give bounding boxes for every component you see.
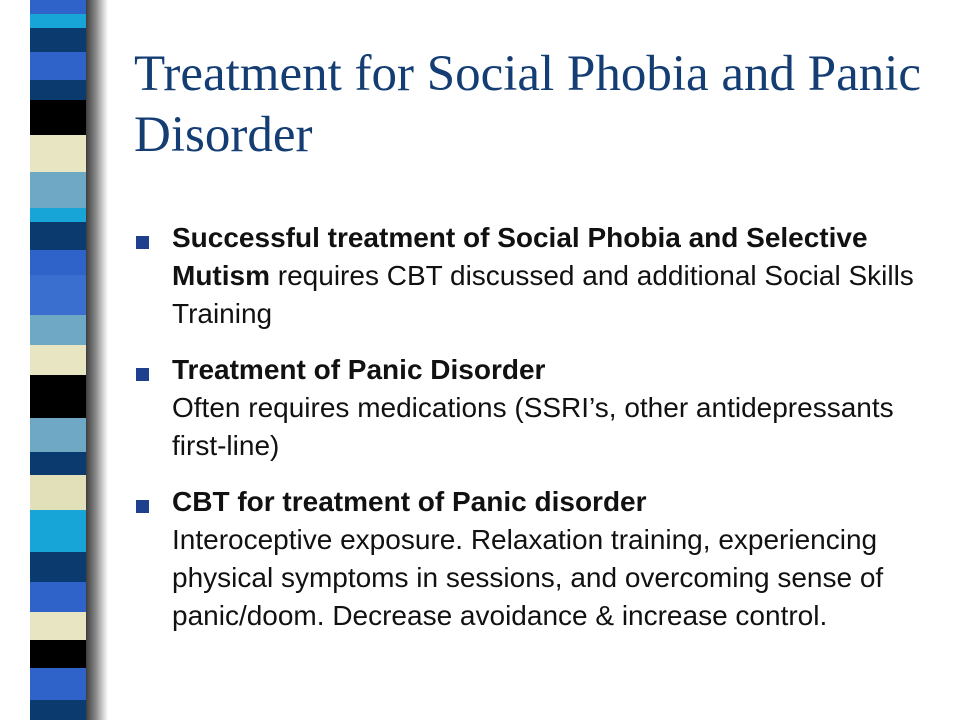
stripe-block xyxy=(30,510,86,552)
stripe-block xyxy=(30,552,86,582)
stripe-block xyxy=(30,452,86,475)
stripe-block xyxy=(30,250,86,275)
stripe-block xyxy=(30,172,86,208)
stripe-block xyxy=(30,345,86,375)
bullet-list xyxy=(134,219,934,653)
bullet-item xyxy=(134,219,934,333)
stripe-block xyxy=(30,418,86,452)
stripe-block xyxy=(30,135,86,172)
stripe-block xyxy=(30,100,86,135)
stripe-shadow xyxy=(86,0,108,720)
bullet-body: Often requires medications (SSRI’s, other antidepressants first-line) xyxy=(172,392,894,461)
bullet-item xyxy=(134,483,934,635)
bullet-square-icon xyxy=(136,236,149,249)
stripe-block xyxy=(30,315,86,345)
bullet-item xyxy=(134,351,934,465)
stripe-block xyxy=(30,612,86,640)
bullet-lead: Successful treatment of Social Phobia and Selective Mutism xyxy=(172,222,868,291)
stripe-block xyxy=(30,640,86,668)
stripe-block xyxy=(30,222,86,250)
bullet-square-icon xyxy=(136,368,149,381)
slide-title: Treatment for Social Phobia and Panic Disorder xyxy=(134,46,922,163)
stripe-block xyxy=(30,275,86,315)
bullet-lead: CBT for treatment of Panic disorder xyxy=(172,486,647,517)
bullet-body: requires CBT discussed and additional Social Skills Training xyxy=(172,260,914,329)
stripe-block xyxy=(30,375,86,418)
decorative-stripe xyxy=(30,0,86,720)
stripe-block xyxy=(30,52,86,80)
stripe-block xyxy=(30,0,86,14)
stripe-block xyxy=(30,582,86,612)
stripe-block xyxy=(30,80,86,100)
stripe-block xyxy=(30,208,86,222)
bullet-body: Interoceptive exposure. Relaxation training, experiencing physical symptoms in sessions, and overcoming sense of panic/doom. Decrease avoidance & increase control. xyxy=(172,524,884,631)
bullet-lead: Treatment of Panic Disorder xyxy=(172,354,546,385)
stripe-block xyxy=(30,700,86,720)
stripe-block xyxy=(30,475,86,510)
stripe-block xyxy=(30,668,86,700)
stripe-block xyxy=(30,14,86,28)
stripe-block xyxy=(30,28,86,52)
bullet-square-icon xyxy=(136,500,149,513)
